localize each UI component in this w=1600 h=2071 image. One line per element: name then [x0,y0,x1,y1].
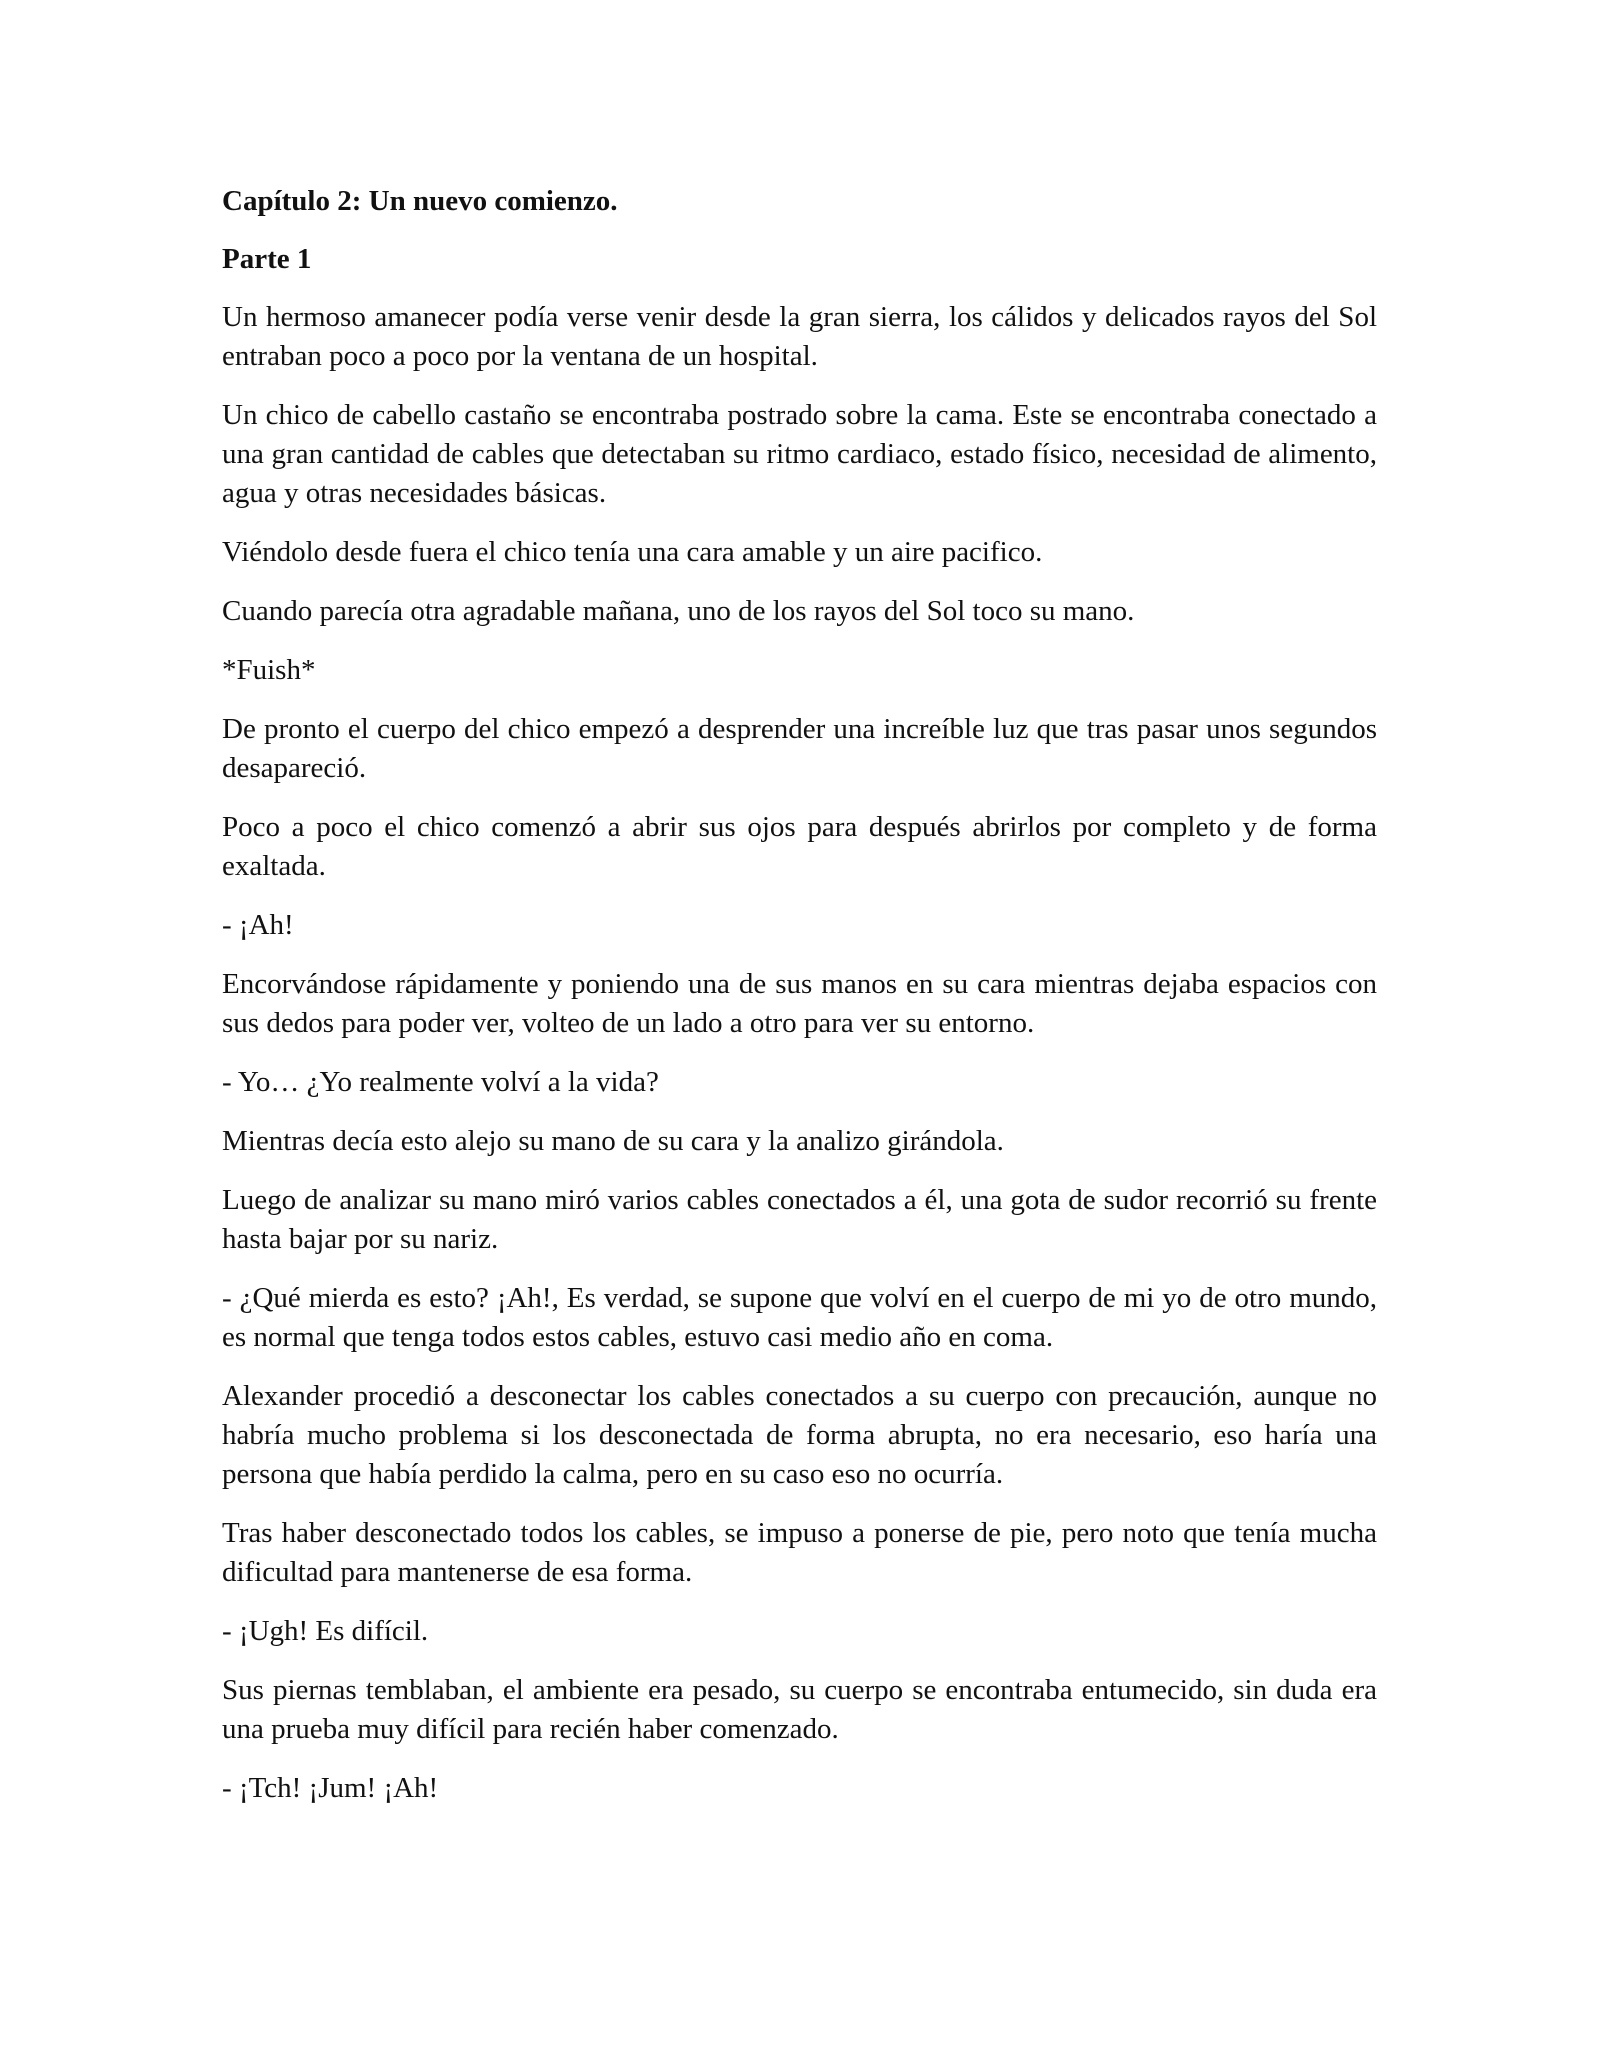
paragraph: Un hermoso amanecer podía verse venir desde la gran sierra, los cálidos y delicados rayos del Sol entraban poco a poco por la ventana de un hospital. [222,301,1377,372]
paragraph: Alexander procedió a desconectar los cables conectados a su cuerpo con precaución, aunque no habría mucho problema si los desconectada de forma abrupta, no era necesario, eso haría una persona que había perdido la calma, pero en su caso eso no ocurría. [222,1380,1377,1490]
dialogue-line: - Yo… ¿Yo realmente volví a la vida? [222,1066,659,1098]
part-title: Parte 1 [222,243,312,275]
dialogue-line: - ¿Qué mierda es esto? ¡Ah!, Es verdad, se supone que volví en el cuerpo de mi yo de otro mundo, es normal que tenga todos estos cables, estuvo casi medio año en coma. [222,1282,1377,1353]
dialogue-line: - ¡Ugh! Es difícil. [222,1615,429,1647]
paragraph: Cuando parecía otra agradable mañana, uno de los rayos del Sol toco su mano. [222,595,1135,627]
paragraph: De pronto el cuerpo del chico empezó a desprender una increíble luz que tras pasar unos segundos desapareció. [222,713,1377,784]
paragraph: Sus piernas temblaban, el ambiente era pesado, su cuerpo se encontraba entumecido, sin duda era una prueba muy difícil para recién haber comenzado. [222,1674,1377,1745]
paragraph: Encorvándose rápidamente y poniendo una de sus manos en su cara mientras dejaba espacios con sus dedos para poder ver, volteo de un lado a otro para ver su entorno. [222,968,1377,1039]
paragraph: Poco a poco el chico comenzó a abrir sus ojos para después abrirlos por completo y de forma exaltada. [222,811,1377,882]
paragraph: Mientras decía esto alejo su mano de su cara y la analizo girándola. [222,1125,1004,1157]
paragraph: *Fuish* [222,654,316,686]
chapter-title: Capítulo 2: Un nuevo comienzo. [222,185,618,217]
paragraph: Viéndolo desde fuera el chico tenía una cara amable y un aire pacifico. [222,536,1043,568]
paragraph: Un chico de cabello castaño se encontraba postrado sobre la cama. Este se encontraba conectado a una gran cantidad de cables que detectaban su ritmo cardiaco, estado físico, necesidad de alimento, agua y otras necesidades básicas. [222,399,1377,509]
dialogue-line: - ¡Ah! [222,909,294,941]
dialogue-line: - ¡Tch! ¡Jum! ¡Ah! [222,1772,439,1804]
paragraph: Tras haber desconectado todos los cables, se impuso a ponerse de pie, pero noto que tenía mucha dificultad para mantenerse de esa forma. [222,1517,1377,1588]
document-page [222,182,1377,1828]
paragraph: Luego de analizar su mano miró varios cables conectados a él, una gota de sudor recorrió su frente hasta bajar por su nariz. [222,1184,1377,1255]
